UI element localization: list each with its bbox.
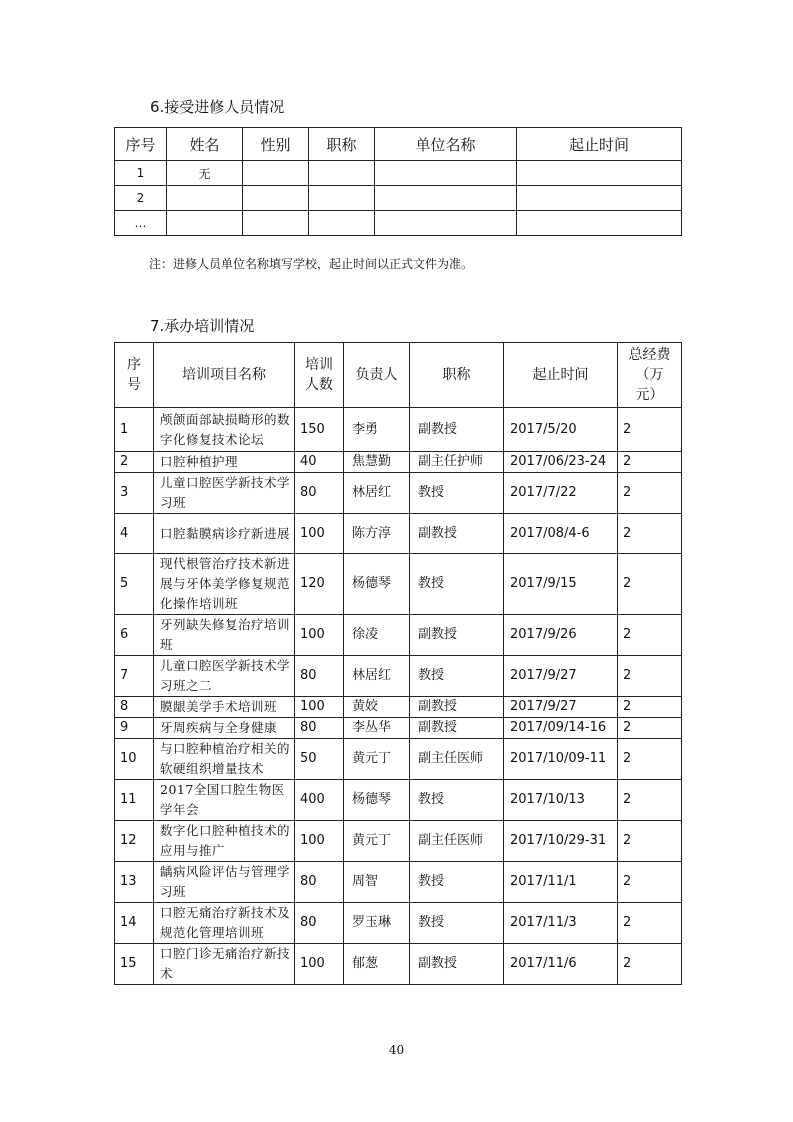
trainee-table bbox=[114, 127, 682, 236]
header-count bbox=[295, 343, 344, 408]
table-note: 注：进修人员单位名称填写学校，起止时间以正式文件为准。 bbox=[149, 257, 474, 271]
header-fee-line: （万 bbox=[635, 367, 664, 383]
cell-fee: 2 bbox=[618, 408, 682, 452]
cell-time: 2017/7/22 bbox=[504, 473, 618, 514]
table-header-row bbox=[115, 343, 682, 408]
cell-title: 教授 bbox=[410, 554, 504, 615]
page-number: 40 bbox=[388, 1043, 405, 1057]
cell-person: 杨德琴 bbox=[344, 554, 410, 615]
cell-time: 2017/11/3 bbox=[504, 903, 618, 944]
cell-index: 5 bbox=[115, 554, 154, 615]
cell-count: 100 bbox=[295, 697, 344, 718]
cell-fee: 2 bbox=[618, 903, 682, 944]
cell-time: 2017/09/14-16 bbox=[504, 718, 618, 739]
cell-title: 副教授 bbox=[410, 408, 504, 452]
cell-title bbox=[309, 161, 375, 186]
cell-index: 15 bbox=[115, 944, 154, 985]
table-header-row bbox=[115, 128, 682, 161]
cell-project: 数字化口腔种植技术的应用与推广 bbox=[154, 821, 295, 862]
header-fee-line: 元） bbox=[635, 387, 664, 403]
cell-index: 2 bbox=[115, 452, 154, 473]
cell-title: 副教授 bbox=[410, 718, 504, 739]
cell-project: 儿童口腔医学新技术学习班之二 bbox=[154, 656, 295, 697]
header-unit: 单位名称 bbox=[375, 128, 517, 161]
cell-project: 儿童口腔医学新技术学习班 bbox=[154, 473, 295, 514]
cell-time bbox=[517, 186, 682, 211]
cell-unit bbox=[375, 211, 517, 236]
cell-person: 罗玉琳 bbox=[344, 903, 410, 944]
header-time: 起止时间 bbox=[517, 128, 682, 161]
cell-fee: 2 bbox=[618, 656, 682, 697]
cell-unit bbox=[375, 161, 517, 186]
table-row bbox=[115, 862, 682, 903]
cell-time: 2017/11/1 bbox=[504, 862, 618, 903]
cell-person: 林居红 bbox=[344, 473, 410, 514]
cell-fee: 2 bbox=[618, 739, 682, 780]
cell-title: 副教授 bbox=[410, 944, 504, 985]
cell-time: 2017/10/29-31 bbox=[504, 821, 618, 862]
cell-index: 6 bbox=[115, 615, 154, 656]
cell-count: 50 bbox=[295, 739, 344, 780]
table-row bbox=[115, 161, 682, 186]
cell-time: 2017/9/27 bbox=[504, 697, 618, 718]
cell-person: 陈方淳 bbox=[344, 514, 410, 554]
cell-project: 口腔黏膜病诊疗新进展 bbox=[154, 514, 295, 554]
cell-name bbox=[167, 186, 243, 211]
training-table bbox=[114, 342, 682, 985]
cell-name bbox=[167, 211, 243, 236]
section-7-title: 7.承办培训情况 bbox=[150, 317, 255, 335]
table-row bbox=[115, 697, 682, 718]
cell-person: 李丛华 bbox=[344, 718, 410, 739]
cell-index: 4 bbox=[115, 514, 154, 554]
header-fee-line: 总经费 bbox=[628, 347, 671, 363]
header-count-line: 培训 bbox=[305, 357, 333, 373]
cell-fee: 2 bbox=[618, 697, 682, 718]
section-6-title: 6.接受进修人员情况 bbox=[150, 98, 285, 116]
header-index: 序号 bbox=[115, 128, 167, 161]
cell-time: 2017/9/27 bbox=[504, 656, 618, 697]
table-row bbox=[115, 780, 682, 821]
cell-fee: 2 bbox=[618, 615, 682, 656]
table-row bbox=[115, 452, 682, 473]
cell-index: 1 bbox=[115, 161, 167, 186]
cell-count: 40 bbox=[295, 452, 344, 473]
header-gender: 性别 bbox=[243, 128, 309, 161]
cell-project: 牙周疾病与全身健康 bbox=[154, 718, 295, 739]
cell-time: 2017/10/09-11 bbox=[504, 739, 618, 780]
cell-index: 8 bbox=[115, 697, 154, 718]
cell-count: 120 bbox=[295, 554, 344, 615]
header-index bbox=[115, 343, 154, 408]
table-row bbox=[115, 211, 682, 236]
header-index-line: 号 bbox=[127, 377, 141, 393]
cell-title: 副教授 bbox=[410, 615, 504, 656]
cell-fee: 2 bbox=[618, 514, 682, 554]
cell-title bbox=[309, 186, 375, 211]
cell-project: 颅颌面部缺损畸形的数字化修复技术论坛 bbox=[154, 408, 295, 452]
table-row bbox=[115, 739, 682, 780]
header-project: 培训项目名称 bbox=[154, 343, 295, 408]
cell-fee: 2 bbox=[618, 780, 682, 821]
header-index-line: 序 bbox=[127, 357, 141, 373]
cell-title: 副教授 bbox=[410, 514, 504, 554]
header-title: 职称 bbox=[309, 128, 375, 161]
cell-gender bbox=[243, 211, 309, 236]
cell-name: 无 bbox=[167, 161, 243, 186]
cell-time: 2017/9/15 bbox=[504, 554, 618, 615]
header-fee bbox=[618, 343, 682, 408]
cell-title: 教授 bbox=[410, 862, 504, 903]
cell-count: 80 bbox=[295, 862, 344, 903]
cell-count: 100 bbox=[295, 821, 344, 862]
table-row bbox=[115, 186, 682, 211]
cell-project: 膜龈美学手术培训班 bbox=[154, 697, 295, 718]
cell-index: 7 bbox=[115, 656, 154, 697]
cell-time: 2017/10/13 bbox=[504, 780, 618, 821]
cell-fee: 2 bbox=[618, 718, 682, 739]
cell-count: 400 bbox=[295, 780, 344, 821]
header-count-line: 人数 bbox=[305, 377, 333, 393]
cell-fee: 2 bbox=[618, 944, 682, 985]
cell-person: 黄姣 bbox=[344, 697, 410, 718]
table-row bbox=[115, 821, 682, 862]
cell-fee: 2 bbox=[618, 821, 682, 862]
cell-person: 黄元丁 bbox=[344, 821, 410, 862]
cell-index: 13 bbox=[115, 862, 154, 903]
cell-index: 1 bbox=[115, 408, 154, 452]
cell-project: 口腔种植护理 bbox=[154, 452, 295, 473]
cell-time: 2017/11/6 bbox=[504, 944, 618, 985]
table-row bbox=[115, 514, 682, 554]
cell-project: 口腔无痛治疗新技术及规范化管理培训班 bbox=[154, 903, 295, 944]
cell-project: 龋病风险评估与管理学习班 bbox=[154, 862, 295, 903]
cell-count: 100 bbox=[295, 615, 344, 656]
cell-index: 3 bbox=[115, 473, 154, 514]
cell-title: 教授 bbox=[410, 780, 504, 821]
cell-project: 与口腔种植治疗相关的软硬组织增量技术 bbox=[154, 739, 295, 780]
table-row bbox=[115, 718, 682, 739]
cell-time: 2017/08/4-6 bbox=[504, 514, 618, 554]
cell-title: 教授 bbox=[410, 903, 504, 944]
cell-count: 150 bbox=[295, 408, 344, 452]
cell-title: 教授 bbox=[410, 473, 504, 514]
cell-unit bbox=[375, 186, 517, 211]
header-title: 职称 bbox=[410, 343, 504, 408]
cell-count: 100 bbox=[295, 514, 344, 554]
cell-fee: 2 bbox=[618, 554, 682, 615]
cell-project: 口腔门诊无痛治疗新技术 bbox=[154, 944, 295, 985]
cell-person: 郁葱 bbox=[344, 944, 410, 985]
cell-time bbox=[517, 161, 682, 186]
table-row bbox=[115, 903, 682, 944]
cell-title: 副主任护师 bbox=[410, 452, 504, 473]
cell-fee: 2 bbox=[618, 473, 682, 514]
cell-count: 80 bbox=[295, 903, 344, 944]
cell-count: 100 bbox=[295, 944, 344, 985]
cell-index: 9 bbox=[115, 718, 154, 739]
cell-title: 教授 bbox=[410, 656, 504, 697]
table-row bbox=[115, 554, 682, 615]
cell-count: 80 bbox=[295, 656, 344, 697]
header-person: 负责人 bbox=[344, 343, 410, 408]
cell-fee: 2 bbox=[618, 862, 682, 903]
cell-project: 现代根管治疗技术新进展与牙体美学修复规范化操作培训班 bbox=[154, 554, 295, 615]
cell-count: 80 bbox=[295, 473, 344, 514]
cell-person: 林居红 bbox=[344, 656, 410, 697]
cell-index: 10 bbox=[115, 739, 154, 780]
cell-person: 周智 bbox=[344, 862, 410, 903]
cell-time: 2017/06/23-24 bbox=[504, 452, 618, 473]
cell-gender bbox=[243, 186, 309, 211]
cell-time: 2017/9/26 bbox=[504, 615, 618, 656]
cell-index: 14 bbox=[115, 903, 154, 944]
cell-title bbox=[309, 211, 375, 236]
cell-person: 杨德琴 bbox=[344, 780, 410, 821]
cell-person: 徐凌 bbox=[344, 615, 410, 656]
cell-index: 2 bbox=[115, 186, 167, 211]
cell-index: 11 bbox=[115, 780, 154, 821]
cell-index: 12 bbox=[115, 821, 154, 862]
header-time: 起止时间 bbox=[504, 343, 618, 408]
cell-project: 牙列缺失修复治疗培训班 bbox=[154, 615, 295, 656]
header-name: 姓名 bbox=[167, 128, 243, 161]
table-row bbox=[115, 408, 682, 452]
cell-person: 李勇 bbox=[344, 408, 410, 452]
cell-project: 2017全国口腔生物医学年会 bbox=[154, 780, 295, 821]
table-row bbox=[115, 944, 682, 985]
cell-title: 副主任医师 bbox=[410, 821, 504, 862]
cell-fee: 2 bbox=[618, 452, 682, 473]
table-row bbox=[115, 473, 682, 514]
cell-title: 副教授 bbox=[410, 697, 504, 718]
cell-person: 焦慧勤 bbox=[344, 452, 410, 473]
table-row bbox=[115, 615, 682, 656]
cell-gender bbox=[243, 161, 309, 186]
cell-title: 副主任医师 bbox=[410, 739, 504, 780]
cell-index: … bbox=[115, 211, 167, 236]
cell-person: 黄元丁 bbox=[344, 739, 410, 780]
cell-count: 80 bbox=[295, 718, 344, 739]
cell-time bbox=[517, 211, 682, 236]
table-row bbox=[115, 656, 682, 697]
cell-time: 2017/5/20 bbox=[504, 408, 618, 452]
